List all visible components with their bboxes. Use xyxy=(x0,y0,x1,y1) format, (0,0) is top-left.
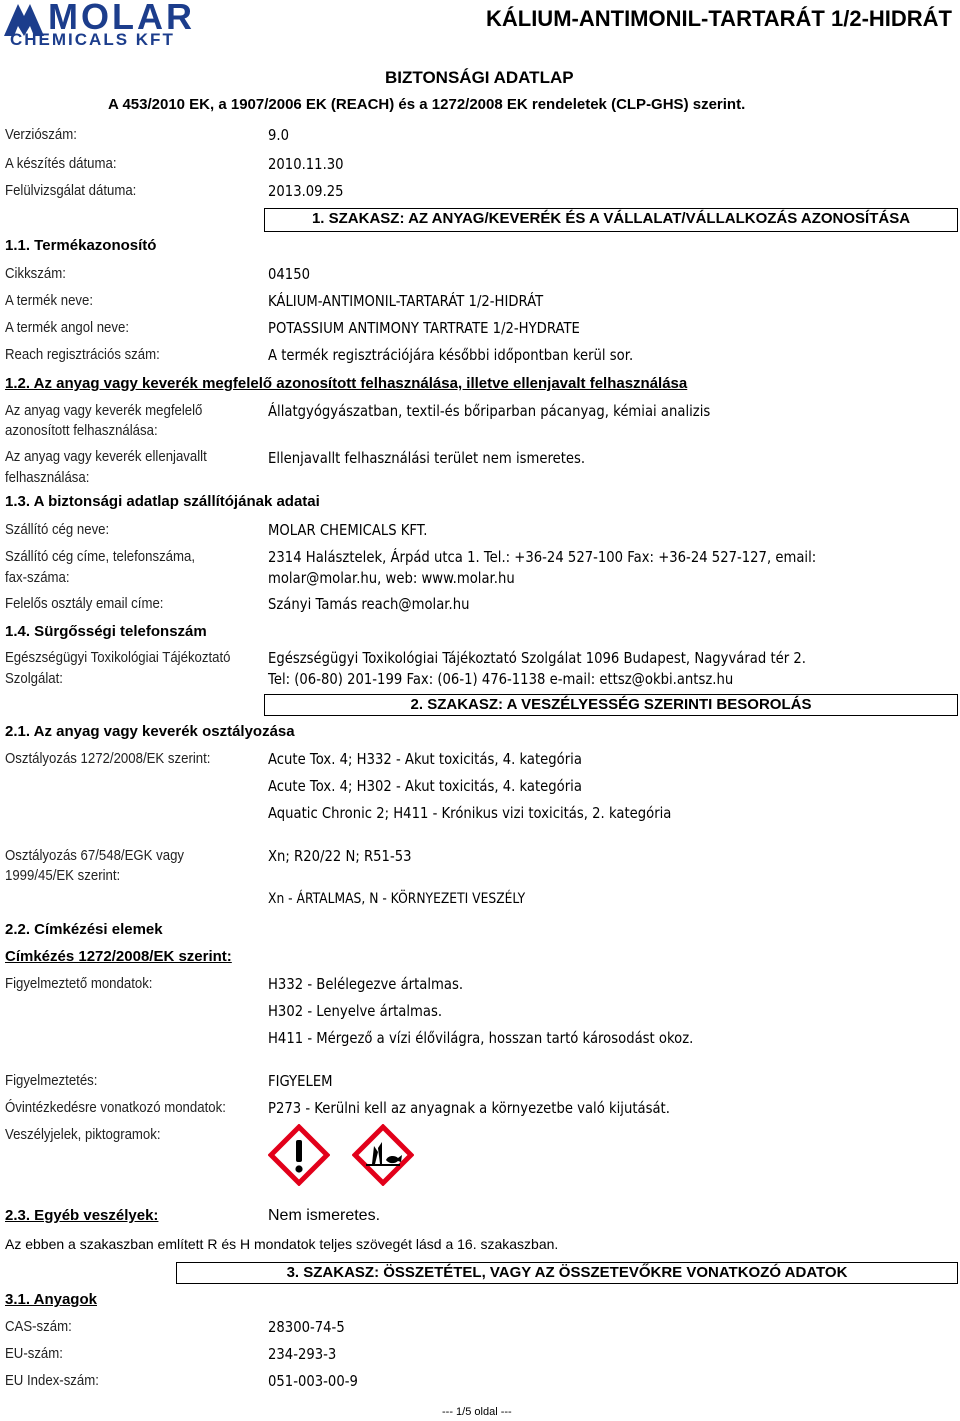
labeling-heading: Címkézés 1272/2008/EK szerint: xyxy=(5,948,232,965)
dsd-label-1: Osztályozás 67/548/EGK vagy xyxy=(5,847,185,864)
index-label: EU Index-szám: xyxy=(5,1372,99,1389)
clp-class-3: Aquatic Chronic 2; H411 - Krónikus vizi toxicitás, 2. kategória xyxy=(268,804,672,822)
name-value: KÁLIUM-ANTIMONIL-TARTARÁT 1/2-HIDRÁT xyxy=(268,292,544,310)
other-hazards-value: Nem ismeretes. xyxy=(268,1207,381,1224)
regulation-line: A 453/2010 EK, a 1907/2006 EK (REACH) és a 1272/2008 EK rendeletek (CLP-GHS) szerint. xyxy=(108,96,746,113)
clp-class-2: Acute Tox. 4; H302 - Akut toxicitás, 4. kategória xyxy=(268,777,582,795)
name-label: A termék neve: xyxy=(5,292,94,309)
exclamation-mark-pictogram-icon xyxy=(268,1124,330,1186)
reach-label: Reach regisztrációs szám: xyxy=(5,346,160,363)
dsd-label-2: 1999/45/EK szerint: xyxy=(5,867,121,884)
email-label: Felelős osztály email címe: xyxy=(5,595,164,612)
signal-word-value: FIGYELEM xyxy=(268,1072,333,1090)
hazard-statement-1: H332 - Belélegezve ártalmas. xyxy=(268,975,464,993)
version-label: Verziószám: xyxy=(5,126,77,143)
address-label-2: fax-száma: xyxy=(5,569,70,586)
address-value-2: molar@molar.hu, web: www.molar.hu xyxy=(268,569,515,587)
address-label-1: Szállító cég címe, telefonszáma, xyxy=(5,548,196,565)
clp-class-1: Acute Tox. 4; H332 - Akut toxicitás, 4. kategória xyxy=(268,750,582,768)
dsd-value-2: Xn - ÁRTALMAS, N - KÖRNYEZETI VESZÉLY xyxy=(268,891,526,907)
page-footer: --- 1/5 oldal --- xyxy=(442,1406,512,1418)
emergency-label-1: Egészségügyi Toxikológiai Tájékoztató xyxy=(5,649,231,666)
dsd-value-1: Xn; R20/22 N; R51-53 xyxy=(268,847,412,865)
item-label: Cikkszám: xyxy=(5,265,66,282)
hazard-statement-2: H302 - Lenyelve ártalmas. xyxy=(268,1002,443,1020)
s14-heading: 1.4. Sürgősségi telefonszám xyxy=(5,623,207,640)
s12-heading: 1.2. Az anyag vagy keverék megfelelő azonosított felhasználása, illetve ellenjavalt felhasználása xyxy=(5,375,688,392)
cas-value: 28300-74-5 xyxy=(268,1318,345,1336)
created-label: A készítés dátuma: xyxy=(5,155,117,172)
use-value: Állatgyógyászatban, textil-és bőriparban pácanyag, kémiai analizis xyxy=(268,402,711,420)
revised-label: Felülvizsgálat dátuma: xyxy=(5,182,137,199)
logo-bottom-text: CHEMICALS KFT xyxy=(10,30,175,49)
emergency-value-2: Tel: (06-80) 201-199 Fax: (06-1) 476-1138 e-mail: ettsz@okbi.antsz.hu xyxy=(268,670,734,688)
s13-heading: 1.3. A biztonsági adatlap szállítójának adatai xyxy=(5,493,320,510)
en-name-value: POTASSIUM ANTIMONY TARTRATE 1/2-HYDRATE xyxy=(268,319,580,337)
section1-title: 1. SZAKASZ: AZ ANYAG/KEVERÉK ÉS A VÁLLALAT/VÁLLALKOZÁS AZONOSÍTÁSA xyxy=(264,208,958,232)
section2-title: 2. SZAKASZ: A VESZÉLYESSÉG SZERINTI BESOROLÁS xyxy=(264,694,958,716)
s31-heading: 3.1. Anyagok xyxy=(5,1291,97,1308)
created-value: 2010.11.30 xyxy=(268,155,344,173)
contra-value: Ellenjavallt felhasználási terület nem ismeretes. xyxy=(268,449,586,467)
s11-heading: 1.1. Termékazonosító xyxy=(5,237,157,254)
supplier-label: Szállító cég neve: xyxy=(5,521,110,538)
signal-word-label: Figyelmeztetés: xyxy=(5,1072,98,1089)
doc-title: BIZTONSÁGI ADATLAP xyxy=(385,68,574,87)
revised-value: 2013.09.25 xyxy=(268,182,344,200)
index-value: 051-003-00-9 xyxy=(268,1372,358,1390)
hazard-statement-3: H411 - Mérgező a vízi élővilágra, hosszan tartó károsodást okoz. xyxy=(268,1029,694,1047)
use-label-1: Az anyag vagy keverék megfelelő xyxy=(5,402,203,419)
cas-label: CAS-szám: xyxy=(5,1318,72,1335)
contra-label-1: Az anyag vagy keverék ellenjavallt xyxy=(5,448,207,465)
section3-title: 3. SZAKASZ: ÖSSZETÉTEL, VAGY AZ ÖSSZETEVŐKRE VONATKOZÓ ADATOK xyxy=(176,1262,958,1284)
clp-label: Osztályozás 1272/2008/EK szerint: xyxy=(5,750,211,767)
emergency-value-1: Egészségügyi Toxikológiai Tájékoztató Szolgálat 1096 Budapest, Nagyvárad tér 2. xyxy=(268,649,806,667)
environment-pictogram-icon xyxy=(352,1124,414,1186)
address-value-1: 2314 Halásztelek, Árpád utca 1. Tel.: +36-24 527-100 Fax: +36-24 527-127, email: xyxy=(268,548,817,566)
r-h-note: Az ebben a szakaszban említett R és H mondatok teljes szövegét lásd a 16. szakaszban. xyxy=(5,1236,559,1252)
emergency-label-2: Szolgálat: xyxy=(5,670,63,687)
reach-value: A termék regisztrációjára későbbi időpontban kerül sor. xyxy=(268,346,634,364)
version-value: 9.0 xyxy=(268,126,289,144)
email-value: Szányi Tamás reach@molar.hu xyxy=(268,595,470,613)
s22-heading: 2.2. Címkézési elemek xyxy=(5,921,163,938)
eu-value: 234-293-3 xyxy=(268,1345,337,1363)
precaution-value: P273 - Kerülni kell az anyagnak a környezetbe való kijutását. xyxy=(268,1099,670,1117)
precaution-label: Óvintézkedésre vonatkozó mondatok: xyxy=(5,1099,226,1116)
pictograms-label: Veszélyjelek, piktogramok: xyxy=(5,1126,161,1143)
eu-label: EU-szám: xyxy=(5,1345,63,1362)
company-logo xyxy=(4,0,228,50)
supplier-value: MOLAR CHEMICALS KFT. xyxy=(268,521,428,539)
logo-top-text: MOLAR xyxy=(48,0,195,37)
hazard-statements-label: Figyelmeztető mondatok: xyxy=(5,975,153,992)
use-label-2: azonosított felhasználása: xyxy=(5,422,158,439)
en-name-label: A termék angol neve: xyxy=(5,319,130,336)
s21-heading: 2.1. Az anyag vagy keverék osztályozása xyxy=(5,723,295,740)
product-title: KÁLIUM-ANTIMONIL-TARTARÁT 1/2-HIDRÁT xyxy=(485,6,952,31)
s23-heading: 2.3. Egyéb veszélyek: xyxy=(5,1207,159,1224)
contra-label-2: felhasználása: xyxy=(5,469,90,486)
item-value: 04150 xyxy=(268,265,310,283)
